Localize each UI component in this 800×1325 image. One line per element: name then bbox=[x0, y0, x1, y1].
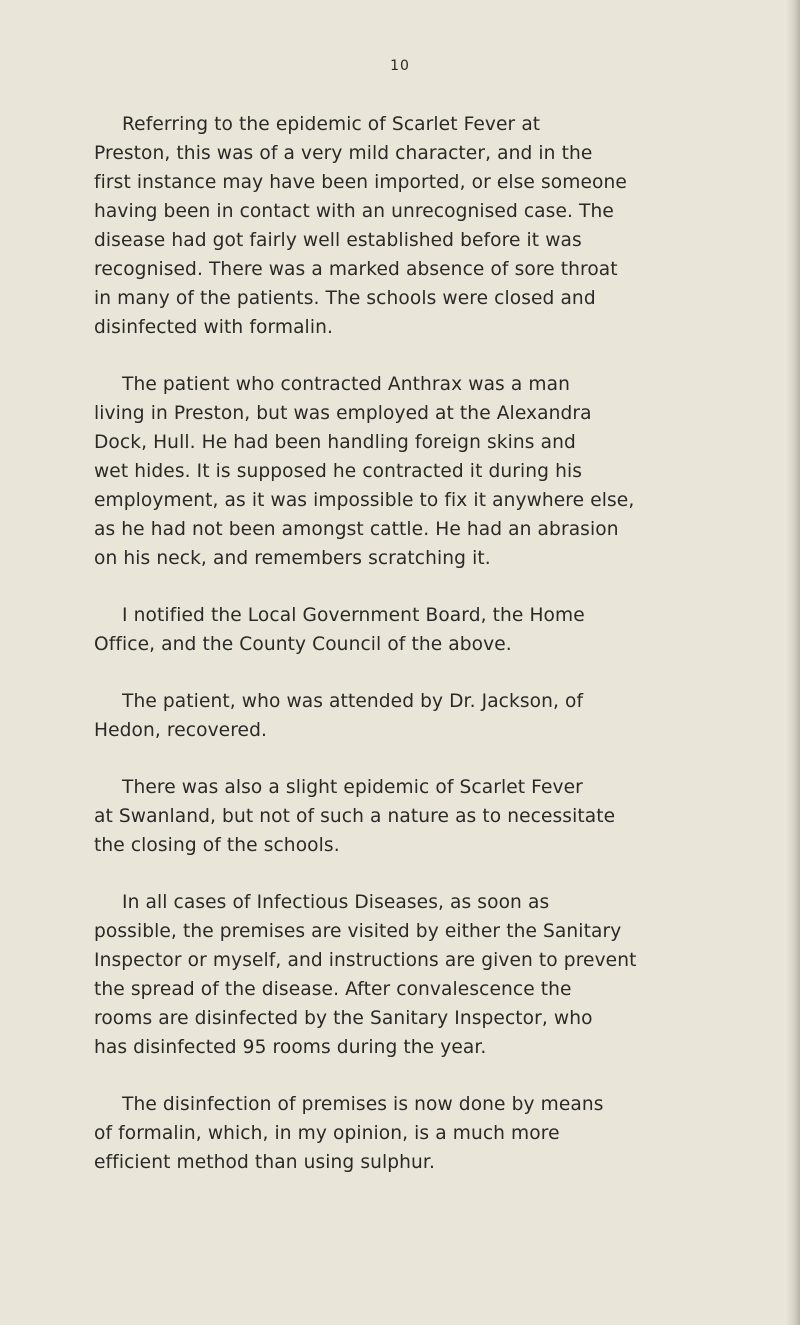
paragraph-recovery bbox=[94, 687, 741, 745]
text-line: living in Preston, but was employed at the Alexandra bbox=[94, 403, 592, 424]
text-line: Office, and the County Council of the above. bbox=[94, 634, 512, 655]
text-line: The patient, who was attended by Dr. Jackson, of bbox=[122, 691, 584, 712]
page-edge-shadow bbox=[786, 0, 800, 1325]
text-line: The patient who contracted Anthrax was a man bbox=[122, 374, 570, 395]
text-line: at Swanland, but not of such a nature as to necessitate bbox=[94, 806, 616, 827]
paragraph-premises-visits bbox=[94, 888, 741, 1062]
paragraph-scarlet-fever-preston bbox=[94, 110, 741, 342]
text-line: In all cases of Infectious Diseases, as soon as bbox=[122, 892, 550, 913]
text-line: in many of the patients. The schools were closed and bbox=[94, 288, 596, 309]
text-line: Inspector or myself, and instructions are given to prevent bbox=[94, 950, 637, 971]
text-line: employment, as it was impossible to fix it anywhere else, bbox=[94, 490, 635, 511]
text-line: first instance may have been imported, or else someone bbox=[94, 172, 627, 193]
paragraph-anthrax-case bbox=[94, 370, 741, 573]
paragraph-disinfection-method bbox=[94, 1090, 741, 1177]
page-number: 10 bbox=[390, 58, 410, 74]
paragraph-scarlet-fever-swanland bbox=[94, 773, 741, 860]
text-line: Referring to the epidemic of Scarlet Fever at bbox=[122, 114, 541, 135]
text-line: There was also a slight epidemic of Scarlet Fever bbox=[122, 777, 583, 798]
text-line: the spread of the disease. After convalescence the bbox=[94, 979, 572, 1000]
text-line: having been in contact with an unrecognised case. The bbox=[94, 201, 614, 222]
text-line: has disinfected 95 rooms during the year. bbox=[94, 1037, 487, 1058]
text-line: the closing of the schools. bbox=[94, 835, 340, 856]
text-line: rooms are disinfected by the Sanitary Inspector, who bbox=[94, 1008, 593, 1029]
document-body bbox=[94, 110, 741, 1205]
text-line: efficient method than using sulphur. bbox=[94, 1152, 435, 1173]
paragraph-notification bbox=[94, 601, 741, 659]
text-line: recognised. There was a marked absence of sore throat bbox=[94, 259, 618, 280]
text-line: I notified the Local Government Board, the Home bbox=[122, 605, 585, 626]
text-line: Preston, this was of a very mild character, and in the bbox=[94, 143, 593, 164]
text-line: Hedon, recovered. bbox=[94, 720, 268, 741]
text-line: disinfected with formalin. bbox=[94, 317, 333, 338]
text-line: The disinfection of premises is now done by means bbox=[122, 1094, 604, 1115]
text-line: wet hides. It is supposed he contracted it during his bbox=[94, 461, 583, 482]
text-line: of formalin, which, in my opinion, is a much more bbox=[94, 1123, 560, 1144]
text-line: on his neck, and remembers scratching it. bbox=[94, 548, 491, 569]
text-line: possible, the premises are visited by either the Sanitary bbox=[94, 921, 622, 942]
text-line: as he had not been amongst cattle. He had an abrasion bbox=[94, 519, 619, 540]
text-line: disease had got fairly well established before it was bbox=[94, 230, 582, 251]
text-line: Dock, Hull. He had been handling foreign skins and bbox=[94, 432, 576, 453]
